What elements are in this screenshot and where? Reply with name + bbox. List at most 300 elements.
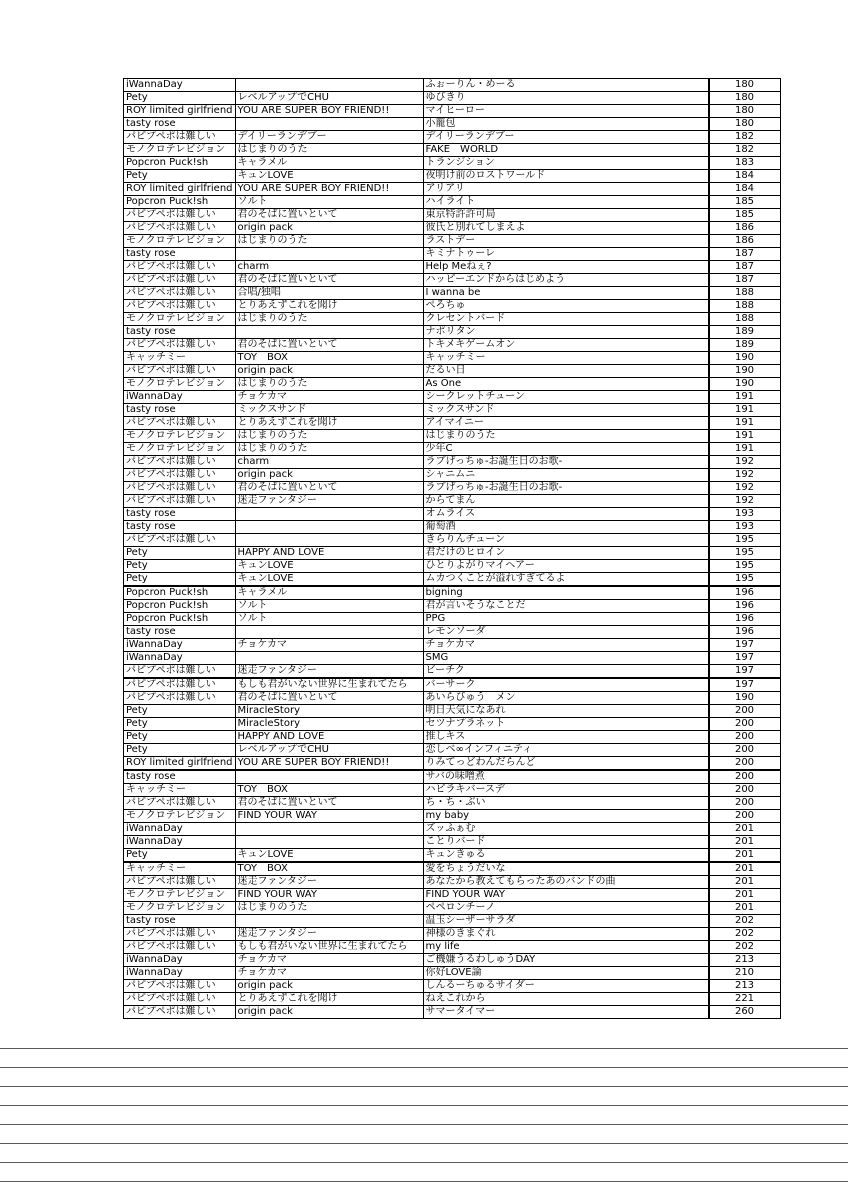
artist-cell: キャッチミー [124, 862, 236, 876]
number-cell: 200 [709, 810, 780, 823]
album-cell: origin pack [235, 980, 423, 993]
song-cell: Help Meねぇ? [423, 261, 708, 274]
table-row [124, 261, 781, 274]
album-cell [235, 118, 423, 131]
album-cell [235, 836, 423, 849]
artist-cell: パピプペポは難しい [124, 980, 236, 993]
artist-cell: tasty rose [124, 626, 236, 639]
table-row [124, 469, 781, 482]
number-cell: 187 [709, 274, 780, 287]
table-row [124, 718, 781, 731]
artist-cell: パピプペポは難しい [124, 261, 236, 274]
song-cell: ラブげっちゅ-お誕生日のお歌- [423, 456, 708, 469]
table-row [124, 79, 781, 92]
number-cell: 197 [709, 652, 780, 665]
table-row [124, 131, 781, 144]
artist-cell: Popcron Puck!sh [124, 586, 236, 600]
table-row [124, 209, 781, 222]
artist-cell: パピプペポは難しい [124, 300, 236, 313]
song-cell: サバの味噌煮 [423, 770, 708, 784]
table-row [124, 613, 781, 626]
table-row [124, 443, 781, 456]
artist-cell: tasty rose [124, 326, 236, 339]
number-cell: 201 [709, 862, 780, 876]
song-cell: ねえこれから [423, 993, 708, 1006]
album-cell: とりあえずこれを聞け [235, 993, 423, 1006]
number-cell: 191 [709, 417, 780, 430]
song-cell: はじまりのうた [423, 430, 708, 443]
number-cell: 201 [709, 902, 780, 915]
song-cell: bigning [423, 586, 708, 600]
table-row [124, 876, 781, 889]
number-cell: 221 [709, 993, 780, 1006]
artist-cell: Popcron Puck!sh [124, 600, 236, 613]
number-cell: 180 [709, 79, 780, 92]
table-row [124, 248, 781, 261]
song-cell: ふぉーりん・めーる [423, 79, 708, 92]
table-row [124, 482, 781, 495]
table-row [124, 287, 781, 300]
song-cell: ゆびきり [423, 92, 708, 105]
album-cell: チョケカマ [235, 967, 423, 980]
album-cell: HAPPY AND LOVE [235, 547, 423, 560]
number-cell: 260 [709, 1006, 780, 1019]
song-cell: きらりんチューン [423, 534, 708, 547]
artist-cell: Pety [124, 849, 236, 863]
number-cell: 196 [709, 626, 780, 639]
album-cell [235, 248, 423, 261]
song-cell: ハイライト [423, 196, 708, 209]
number-cell: 190 [709, 352, 780, 365]
artist-cell: パピプペポは難しい [124, 941, 236, 954]
table-row [124, 954, 781, 967]
number-cell: 200 [709, 705, 780, 718]
number-cell: 189 [709, 339, 780, 352]
table-row [124, 352, 781, 365]
artist-cell: Pety [124, 92, 236, 105]
artist-cell: ROY limited girlfriend [124, 757, 236, 771]
song-cell: マイヒーロー [423, 105, 708, 118]
artist-cell: Popcron Puck!sh [124, 613, 236, 626]
song-list-body [124, 79, 781, 1019]
artist-cell: パピプペポは難しい [124, 797, 236, 810]
album-cell [235, 770, 423, 784]
album-cell [235, 326, 423, 339]
artist-cell: パピプペポは難しい [124, 274, 236, 287]
album-cell: チョケカマ [235, 391, 423, 404]
song-cell: ハピラキバースデ [423, 784, 708, 797]
number-cell: 193 [709, 521, 780, 534]
song-cell: あなたから教えてもらったあのバンドの曲 [423, 876, 708, 889]
album-cell: 君のそばに置いといて [235, 692, 423, 705]
artist-cell: iWannaDay [124, 79, 236, 92]
artist-cell: パピプペポは難しい [124, 222, 236, 235]
table-row [124, 300, 781, 313]
song-cell: セツナプラネット [423, 718, 708, 731]
artist-cell: キャッチミー [124, 352, 236, 365]
album-cell: ソルト [235, 196, 423, 209]
artist-cell: Pety [124, 170, 236, 183]
artist-cell: Pety [124, 744, 236, 757]
number-cell: 180 [709, 105, 780, 118]
song-cell: 小籠包 [423, 118, 708, 131]
table-row [124, 993, 781, 1006]
table-row [124, 980, 781, 993]
album-cell: もしも君がいない世界に生まれてたら [235, 678, 423, 692]
number-cell: 191 [709, 430, 780, 443]
album-cell: charm [235, 456, 423, 469]
album-cell: キュンLOVE [235, 170, 423, 183]
artist-cell: モノクロテレビジョン [124, 378, 236, 391]
number-cell: 200 [709, 757, 780, 771]
table-row [124, 678, 781, 692]
artist-cell: ROY limited girlfriend [124, 183, 236, 196]
number-cell: 184 [709, 183, 780, 196]
album-cell: レベルアップでCHU [235, 744, 423, 757]
number-cell: 201 [709, 836, 780, 849]
artist-cell: モノクロテレビジョン [124, 443, 236, 456]
song-cell: 恋しベ∞インフィニティ [423, 744, 708, 757]
table-row [124, 1006, 781, 1019]
table-row [124, 144, 781, 157]
table-row [124, 235, 781, 248]
artist-cell: パピプペポは難しい [124, 495, 236, 508]
album-cell: HAPPY AND LOVE [235, 731, 423, 744]
song-cell: アリアリ [423, 183, 708, 196]
table-row [124, 326, 781, 339]
song-cell: 東京特許許可局 [423, 209, 708, 222]
table-row [124, 705, 781, 718]
song-cell: ラストデー [423, 235, 708, 248]
song-cell: トランジション [423, 157, 708, 170]
artist-cell: tasty rose [124, 770, 236, 784]
album-cell: MiracleStory [235, 705, 423, 718]
number-cell: 184 [709, 170, 780, 183]
song-cell: ビーチク [423, 665, 708, 679]
album-cell: キュンLOVE [235, 560, 423, 573]
number-cell: 187 [709, 248, 780, 261]
song-cell: 推しキス [423, 731, 708, 744]
album-cell: 君のそばに置いといて [235, 339, 423, 352]
song-cell: シャニムニ [423, 469, 708, 482]
song-cell: キャッチミー [423, 352, 708, 365]
number-cell: 202 [709, 915, 780, 928]
rule-line [0, 1124, 848, 1125]
song-cell: 彼氏と別れてしまえよ [423, 222, 708, 235]
number-cell: 197 [709, 678, 780, 692]
artist-cell: iWannaDay [124, 836, 236, 849]
number-cell: 201 [709, 876, 780, 889]
table-row [124, 744, 781, 757]
artist-cell: モノクロテレビジョン [124, 144, 236, 157]
artist-cell: Pety [124, 560, 236, 573]
artist-cell: キャッチミー [124, 784, 236, 797]
album-cell: キュンLOVE [235, 849, 423, 863]
artist-cell: Popcron Puck!sh [124, 196, 236, 209]
artist-cell: パピプペポは難しい [124, 287, 236, 300]
artist-cell: パピプペポは難しい [124, 534, 236, 547]
album-cell: チョケカマ [235, 954, 423, 967]
song-cell: ナポリタン [423, 326, 708, 339]
artist-cell: tasty rose [124, 508, 236, 521]
artist-cell: ROY limited girlfriend [124, 105, 236, 118]
table-row [124, 222, 781, 235]
table-row [124, 456, 781, 469]
number-cell: 200 [709, 784, 780, 797]
table-row [124, 365, 781, 378]
album-cell [235, 521, 423, 534]
table-row [124, 915, 781, 928]
artist-cell: モノクロテレビジョン [124, 235, 236, 248]
artist-cell: パピプペポは難しい [124, 365, 236, 378]
album-cell: MiracleStory [235, 718, 423, 731]
table-row [124, 105, 781, 118]
song-cell: FAKE WORLD [423, 144, 708, 157]
album-cell: デイリーランデブー [235, 131, 423, 144]
number-cell: 195 [709, 573, 780, 587]
song-cell: 君が言いそうなことだ [423, 600, 708, 613]
number-cell: 197 [709, 639, 780, 652]
rule-line [0, 1181, 848, 1182]
number-cell: 192 [709, 495, 780, 508]
song-cell: 愛をちょうだいな [423, 862, 708, 876]
song-cell: 你好LOVE論 [423, 967, 708, 980]
album-cell: はじまりのうた [235, 430, 423, 443]
table-row [124, 862, 781, 876]
song-cell: ミックスサンド [423, 404, 708, 417]
artist-cell: パピプペポは難しい [124, 876, 236, 889]
song-cell: ラブげっちゅ-お誕生日のお歌- [423, 482, 708, 495]
album-cell: origin pack [235, 365, 423, 378]
table-row [124, 547, 781, 560]
song-cell: FIND YOUR WAY [423, 889, 708, 902]
number-cell: 189 [709, 326, 780, 339]
number-cell: 180 [709, 92, 780, 105]
song-cell: I wanna be [423, 287, 708, 300]
song-cell: あいらびゅう メン [423, 692, 708, 705]
number-cell: 192 [709, 456, 780, 469]
song-cell: ご機嫌うるわしゅうDAY [423, 954, 708, 967]
album-cell: 君のそばに置いといて [235, 797, 423, 810]
artist-cell: Pety [124, 718, 236, 731]
song-cell: ことりバード [423, 836, 708, 849]
number-cell: 191 [709, 404, 780, 417]
song-cell: キュンきゅる [423, 849, 708, 863]
number-cell: 185 [709, 209, 780, 222]
artist-cell: iWannaDay [124, 954, 236, 967]
number-cell: 213 [709, 954, 780, 967]
number-cell: 200 [709, 797, 780, 810]
number-cell: 188 [709, 300, 780, 313]
number-cell: 201 [709, 823, 780, 836]
table-row [124, 928, 781, 941]
album-cell: origin pack [235, 469, 423, 482]
number-cell: 182 [709, 131, 780, 144]
table-row [124, 534, 781, 547]
album-cell: とりあえずこれを聞け [235, 300, 423, 313]
table-row [124, 823, 781, 836]
artist-cell: モノクロテレビジョン [124, 810, 236, 823]
table-row [124, 404, 781, 417]
song-cell: ムカつくことが溢れすぎてるよ [423, 573, 708, 587]
table-row [124, 731, 781, 744]
number-cell: 188 [709, 287, 780, 300]
rule-line [0, 1086, 848, 1087]
album-cell [235, 534, 423, 547]
song-cell: しんるーちゅるサイダー [423, 980, 708, 993]
album-cell: TOY BOX [235, 862, 423, 876]
album-cell: 迷走ファンタジー [235, 876, 423, 889]
album-cell: はじまりのうた [235, 378, 423, 391]
song-cell: レモンソーダ [423, 626, 708, 639]
song-cell: サマータイマー [423, 1006, 708, 1019]
number-cell: 200 [709, 744, 780, 757]
album-cell [235, 626, 423, 639]
album-cell: 迷走ファンタジー [235, 495, 423, 508]
artist-cell: パピプペポは難しい [124, 469, 236, 482]
song-cell: my baby [423, 810, 708, 823]
rule-line [0, 1143, 848, 1144]
rule-line [0, 1162, 848, 1163]
number-cell: 186 [709, 235, 780, 248]
table-row [124, 495, 781, 508]
album-cell [235, 652, 423, 665]
album-cell: 迷走ファンタジー [235, 665, 423, 679]
artist-cell: iWannaDay [124, 391, 236, 404]
table-row [124, 784, 781, 797]
artist-cell: パピプペポは難しい [124, 209, 236, 222]
table-row [124, 836, 781, 849]
album-cell: origin pack [235, 222, 423, 235]
number-cell: 195 [709, 547, 780, 560]
artist-cell: iWannaDay [124, 967, 236, 980]
table-row [124, 274, 781, 287]
song-cell: オムライス [423, 508, 708, 521]
table-row [124, 639, 781, 652]
artist-cell: パピプペポは難しい [124, 678, 236, 692]
number-cell: 213 [709, 980, 780, 993]
table-row [124, 391, 781, 404]
number-cell: 192 [709, 469, 780, 482]
artist-cell: Pety [124, 547, 236, 560]
artist-cell: パピプペポは難しい [124, 692, 236, 705]
artist-cell: iWannaDay [124, 823, 236, 836]
rule-line [0, 1048, 848, 1049]
song-cell: 葡萄酒 [423, 521, 708, 534]
artist-cell: tasty rose [124, 404, 236, 417]
table-row [124, 692, 781, 705]
album-cell: 君のそばに置いといて [235, 482, 423, 495]
number-cell: 183 [709, 157, 780, 170]
number-cell: 200 [709, 718, 780, 731]
song-cell: クレセントバード [423, 313, 708, 326]
album-cell: 合唱/独唱 [235, 287, 423, 300]
number-cell: 185 [709, 196, 780, 209]
number-cell: 210 [709, 967, 780, 980]
artist-cell: モノクロテレビジョン [124, 313, 236, 326]
album-cell: もしも君がいない世界に生まれてたら [235, 941, 423, 954]
artist-cell: Pety [124, 731, 236, 744]
artist-cell: モノクロテレビジョン [124, 902, 236, 915]
number-cell: 187 [709, 261, 780, 274]
artist-cell: パピプペポは難しい [124, 339, 236, 352]
artist-cell: モノクロテレビジョン [124, 889, 236, 902]
artist-cell: tasty rose [124, 521, 236, 534]
table-row [124, 941, 781, 954]
table-row [124, 889, 781, 902]
number-cell: 180 [709, 118, 780, 131]
album-cell: YOU ARE SUPER BOY FRIEND!! [235, 105, 423, 118]
artist-cell: パピプペポは難しい [124, 456, 236, 469]
song-cell: からてまん [423, 495, 708, 508]
table-row [124, 508, 781, 521]
artist-cell: Pety [124, 573, 236, 587]
table-row [124, 157, 781, 170]
song-cell: チョケカマ [423, 639, 708, 652]
number-cell: 186 [709, 222, 780, 235]
number-cell: 200 [709, 770, 780, 784]
album-cell [235, 508, 423, 521]
song-cell: my life [423, 941, 708, 954]
album-cell: はじまりのうた [235, 443, 423, 456]
song-cell: バーサーク [423, 678, 708, 692]
number-cell: 202 [709, 941, 780, 954]
table-row [124, 573, 781, 587]
artist-cell: パピプペポは難しい [124, 131, 236, 144]
table-row [124, 92, 781, 105]
number-cell: 190 [709, 365, 780, 378]
song-cell: ハッピーエンドからはじめよう [423, 274, 708, 287]
album-cell: はじまりのうた [235, 313, 423, 326]
rule-line [0, 1105, 848, 1106]
artist-cell: tasty rose [124, 118, 236, 131]
song-cell: ち・ち・ぶい [423, 797, 708, 810]
artist-cell: パピプペポは難しい [124, 1006, 236, 1019]
table-row [124, 118, 781, 131]
song-cell: SMG [423, 652, 708, 665]
album-cell: charm [235, 261, 423, 274]
album-cell [235, 823, 423, 836]
number-cell: 192 [709, 482, 780, 495]
song-cell: PPG [423, 613, 708, 626]
number-cell: 202 [709, 928, 780, 941]
table-row [124, 430, 781, 443]
album-cell: キャラメル [235, 586, 423, 600]
artist-cell: パピプペポは難しい [124, 993, 236, 1006]
song-cell: ズッふぁむ [423, 823, 708, 836]
album-cell: 君のそばに置いといて [235, 274, 423, 287]
album-cell [235, 915, 423, 928]
table-row [124, 652, 781, 665]
song-cell: 君だけのヒロイン [423, 547, 708, 560]
album-cell: origin pack [235, 1006, 423, 1019]
album-cell: チョケカマ [235, 639, 423, 652]
song-cell: 神様のきまぐれ [423, 928, 708, 941]
song-cell: りみてっどわんだらんど [423, 757, 708, 771]
table-row [124, 378, 781, 391]
song-cell: ぺろちゅ [423, 300, 708, 313]
table-row [124, 626, 781, 639]
song-cell: 少年C [423, 443, 708, 456]
album-cell: とりあえずこれを聞け [235, 417, 423, 430]
number-cell: 190 [709, 378, 780, 391]
artist-cell: iWannaDay [124, 639, 236, 652]
song-cell: As One [423, 378, 708, 391]
number-cell: 191 [709, 391, 780, 404]
number-cell: 196 [709, 586, 780, 600]
album-cell [235, 79, 423, 92]
artist-cell: パピプペポは難しい [124, 665, 236, 679]
